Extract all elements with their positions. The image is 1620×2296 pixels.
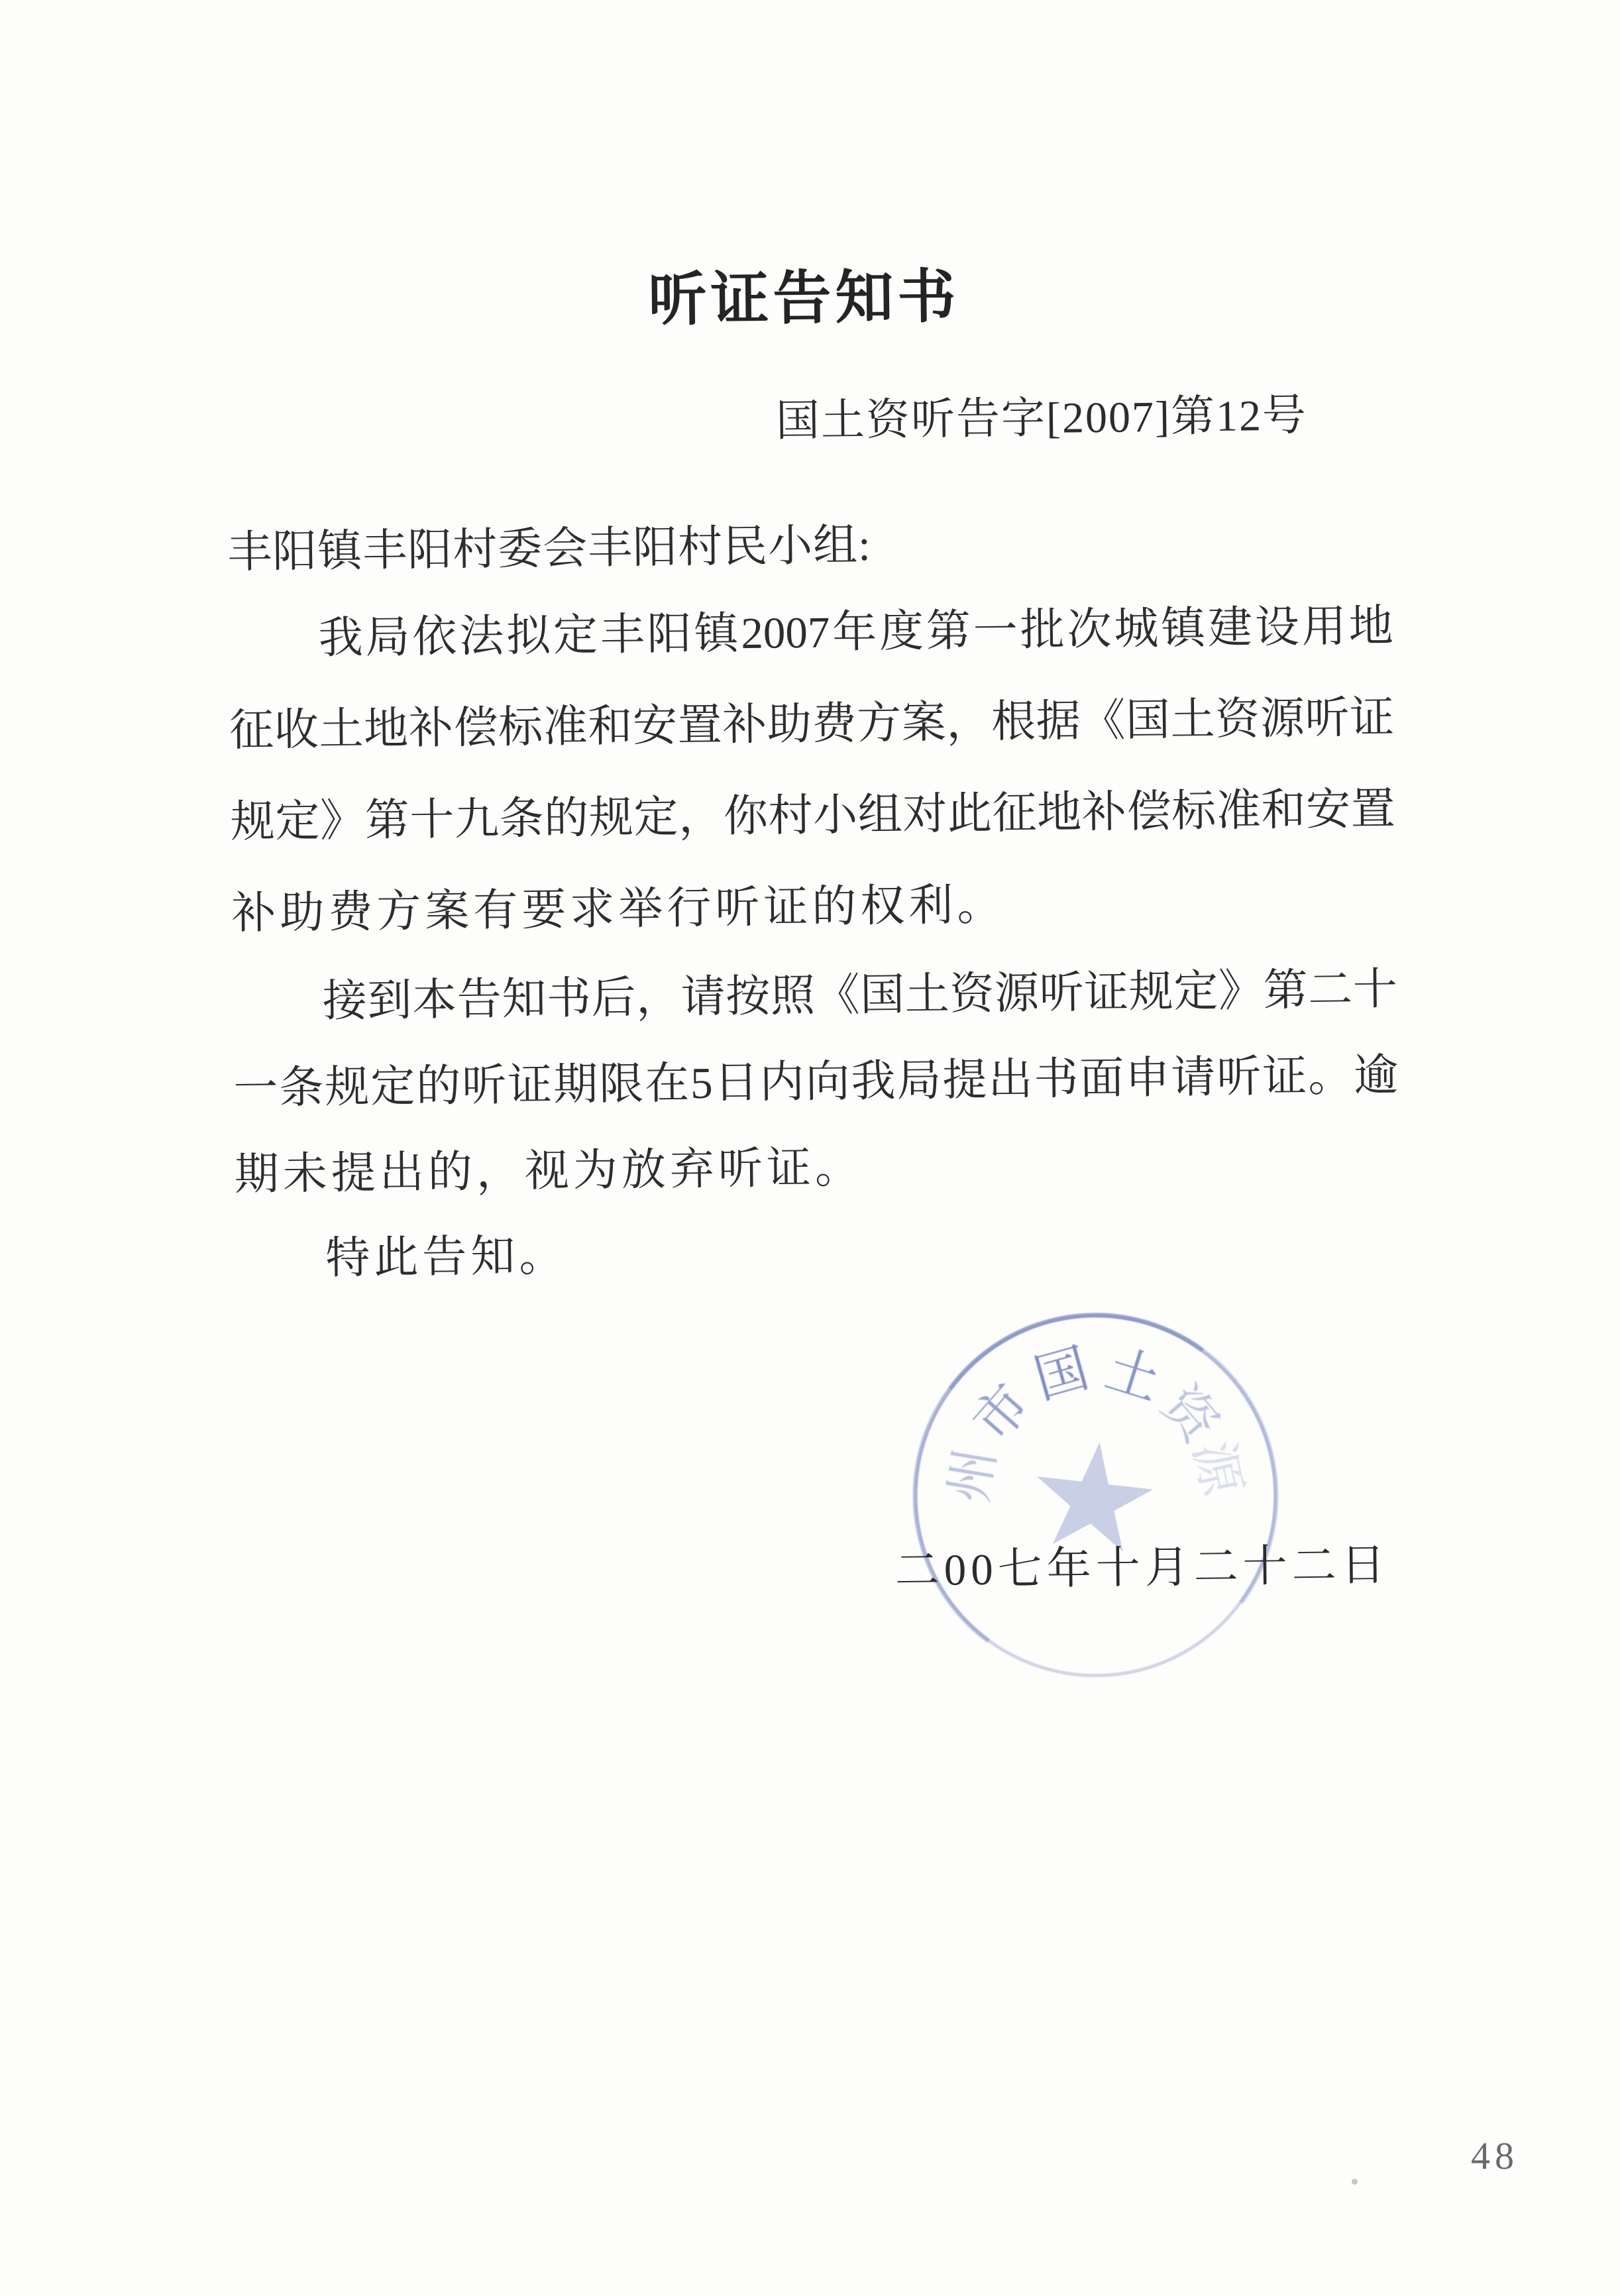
body-line: 征收土地补偿标准和安置补助费方案，根据《国土资源听证 xyxy=(229,692,1395,755)
body-line: 接到本告知书后，请按照《国土资源听证规定》第二十 xyxy=(322,964,1398,1026)
body-line: 我局依法拟定丰阳镇2007年度第一批次城镇建设用地 xyxy=(318,601,1394,663)
scan-artifact-dot xyxy=(1352,2179,1358,2185)
body-line: 规定》第十九条的规定，你村小组对此征地补偿标准和安置 xyxy=(230,784,1396,847)
seal-character: 市 xyxy=(961,1373,1042,1452)
seal-character: 源 xyxy=(1183,1436,1253,1501)
page-number: 48 xyxy=(1471,2134,1519,2177)
date-line: 二00七年十月二十二日 xyxy=(894,1541,1391,1596)
seal-character: 土 xyxy=(1099,1339,1167,1411)
body-line: 补助费方案有要求举行听证的权利。 xyxy=(231,880,1006,938)
seal-character: 资 xyxy=(1151,1374,1230,1454)
seal-character: 国 xyxy=(1028,1338,1095,1409)
body-line: 期未提出的，视为放弃听证。 xyxy=(234,1143,864,1199)
document-number: 国土资听告字[2007]第12号 xyxy=(775,391,1308,446)
document-title: 听证告知书 xyxy=(647,263,960,333)
body-line: 一条规定的听证期限在5日内向我局提出书面申请听证。逾 xyxy=(233,1050,1399,1113)
official-seal-stamp xyxy=(912,1312,1279,1679)
closing-line: 特此告知。 xyxy=(325,1231,568,1284)
seal-character: 州 xyxy=(938,1444,1006,1507)
addressee-line: 丰阳镇丰阳村委会丰阳村民小组: xyxy=(227,520,872,577)
